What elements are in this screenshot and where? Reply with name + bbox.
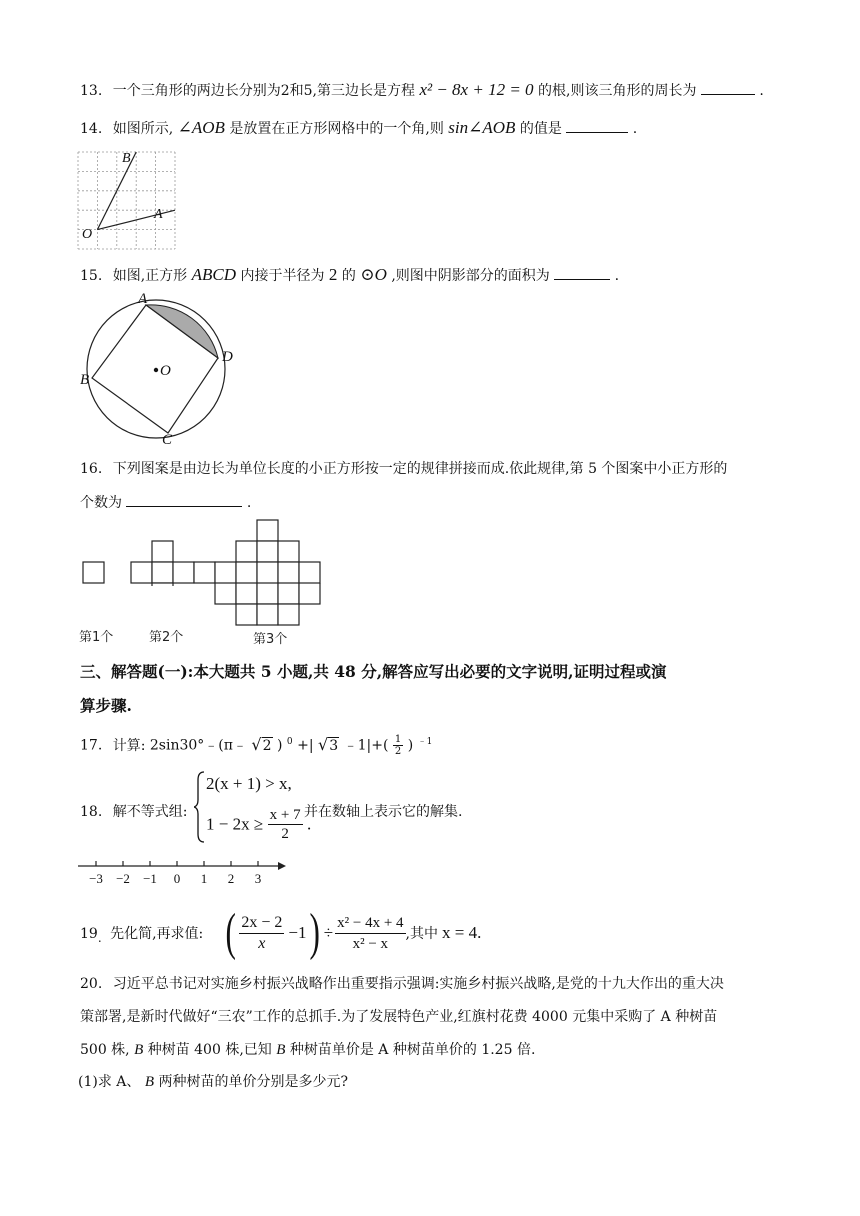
q19-expression <box>222 904 481 962</box>
q16-line2 <box>80 492 251 513</box>
q16-pattern-figure <box>78 516 328 586</box>
q14-text-b: 是放置在正方形网格中的一个角,则 <box>229 121 444 137</box>
q20-sub1-a: (1)求 A、 <box>78 1074 141 1090</box>
number-line <box>78 858 290 888</box>
q19-fraction-1: $\frac{2x - 2}{x}$ <box>241 913 283 952</box>
caption-pattern-2: 第2个 <box>149 630 184 645</box>
q18-number-label <box>80 802 187 822</box>
q19-label: 先化简,再求值: <box>110 926 204 942</box>
q20-sub1 <box>78 1072 348 1092</box>
center-dot <box>154 368 158 372</box>
q14-grid-figure <box>76 150 180 254</box>
q17-fraction: $\frac{1}{2}$ <box>394 734 402 758</box>
q17-expr-d: ﹣1|+( <box>343 737 389 754</box>
q17-sqrt2: √2 <box>251 734 272 754</box>
caption-pattern-1: 第1个 <box>79 630 114 645</box>
label-a: A <box>154 207 163 222</box>
q13-answer-blank[interactable] <box>701 80 755 95</box>
q15-circle-figure <box>76 290 246 446</box>
q14-text-c: 的值是 <box>519 121 562 137</box>
q19-paren-left: ( <box>225 904 236 961</box>
tick-0: 0 <box>173 871 181 886</box>
q15-end: . <box>614 268 620 284</box>
q18-label: 解不等式组: <box>112 804 188 820</box>
q16-line2-text: 个数为 <box>80 495 122 511</box>
q15-text-a: 如图,正方形 <box>112 268 188 284</box>
tick-3: 3 <box>254 871 262 886</box>
section3-heading-line2: 算步骤. <box>80 696 132 715</box>
q14-func: sin∠AOB <box>448 118 516 137</box>
q19-dot: . <box>97 930 102 945</box>
label-a: A <box>138 291 148 307</box>
section3-heading-line1: 三、解答题(一):本大题共 5 小题,共 48 分,解答应写出必要的文字说明,证明过程或演 <box>80 662 667 681</box>
q19-minus-1: −1 <box>288 923 307 942</box>
q20-line3-b: B <box>134 1042 144 1058</box>
label-o: O <box>160 363 171 379</box>
q15-radius: 2 <box>328 265 338 284</box>
q15-number: 15. <box>80 268 103 284</box>
q14-text-a: 如图所示, <box>112 121 174 137</box>
q17-label: 计算: <box>112 737 146 754</box>
q16-pattern-figure-bottom <box>78 583 328 629</box>
q18-tail: 并在数轴上表示它的解集. <box>304 804 463 820</box>
q20-line3-c: 种树苗 400 株,已知 <box>143 1042 272 1058</box>
q15-text-b: 内接于半径为 <box>240 268 325 284</box>
q20-line2: 策部署,是新时代做好“三农”工作的总抓手.为了发展特色产业,红旗村花费 4000 元集中采购了 A 种树苗 <box>80 1009 718 1025</box>
pattern-1-square <box>83 562 104 583</box>
q18-number: 18. <box>80 804 103 820</box>
number-line-arrow <box>278 862 286 870</box>
label-b: B <box>80 372 90 388</box>
caption-pattern-3: 第3个 <box>253 632 288 647</box>
q16-answer-blank[interactable] <box>126 492 242 507</box>
q17-exp-neg1: ﹣1 <box>417 737 433 747</box>
q17-exp0: 0 <box>286 737 293 747</box>
tick-neg1: −1 <box>143 871 157 886</box>
q17-sqrt3: √3 <box>318 734 339 754</box>
q15-text-d: ,则图中阴影部分的面积为 <box>391 268 550 284</box>
q20-number: 20. <box>80 976 103 992</box>
q16-number: 16. <box>80 461 103 477</box>
q17-expr-c: +| <box>297 737 314 754</box>
q18-ineq2-end: . <box>307 814 312 834</box>
q19-number-label <box>80 924 203 948</box>
q18-ineq2-fraction: $\frac{x + 7}{2}$ <box>269 807 301 842</box>
label-b: B <box>122 151 131 166</box>
q16-text: 下列图案是由边长为单位长度的小正方形按一定的规律拼接而成.依此规律,第 5 个图案中小正方形的 <box>112 461 728 477</box>
q17-expr-e: ) <box>407 737 414 754</box>
label-c: C <box>162 432 173 446</box>
q16-line1 <box>80 459 727 479</box>
q13-number: 13. <box>80 83 103 99</box>
q13-text-b: 的根,则该三角形的周长为 <box>538 83 697 99</box>
q17-expr-a: 2sin30°﹣(π﹣ <box>149 737 247 754</box>
q19-number: 19 <box>80 926 98 942</box>
q20-sub1-b: B <box>144 1074 155 1090</box>
q13-text-a: 一个三角形的两边长分别为2和5,第三边长是方程 <box>112 83 415 99</box>
q19-tail: ,其中 <box>405 926 438 942</box>
q19-condition: x = 4. <box>442 923 482 942</box>
q15-text-c: 的 <box>341 268 356 284</box>
q17 <box>80 732 432 757</box>
q17-number: 17. <box>80 737 103 754</box>
q20-line3 <box>80 1040 535 1060</box>
tick-neg2: −2 <box>116 871 130 886</box>
pattern-3 <box>215 520 320 583</box>
q13 <box>80 80 764 101</box>
q19-fraction-2: $\frac{\text{x² − 4x + 4}}{\text{x² − x}}$ <box>337 914 404 952</box>
q14-end: . <box>632 121 638 137</box>
q14-number: 14. <box>80 121 103 137</box>
label-d: D <box>222 349 233 365</box>
q20-line3-a: 500 株, <box>80 1042 130 1058</box>
q15-circle: ⊙O <box>360 265 387 284</box>
q18-inequality-1: 2(x + 1) > x, <box>206 774 292 793</box>
q18-inequality-2 <box>206 806 311 843</box>
q19-divide: ÷ <box>323 923 334 942</box>
q17-expr-b: ) <box>277 737 283 754</box>
q20-line3-e: 种树苗单价是 A 种树苗单价的 1.25 倍. <box>285 1042 536 1058</box>
q19-paren-right: ) <box>309 904 321 961</box>
tick-1: 1 <box>200 871 208 886</box>
q13-equation: x² − 8x + 12 = 0 <box>419 80 534 99</box>
q15-answer-blank[interactable] <box>554 265 610 280</box>
q14-answer-blank[interactable] <box>566 118 628 133</box>
q13-end: . <box>759 83 764 99</box>
q18-ineq2-left: 1 − 2x ≥ <box>206 814 264 834</box>
q20-line1 <box>80 974 724 994</box>
tick-2: 2 <box>227 871 235 886</box>
tick-neg3: −3 <box>89 871 103 886</box>
q14 <box>80 118 637 139</box>
q14-angle: ∠AOB <box>177 118 225 137</box>
label-o: O <box>82 227 93 242</box>
q15 <box>80 265 619 286</box>
q18-brace <box>194 770 206 844</box>
q20-text-line1: 习近平总书记对实施乡村振兴战略作出重要指示强调:实施乡村振兴战略,是党的十九大作出的重大决 <box>112 976 724 992</box>
q20-line3-d: B <box>276 1042 286 1058</box>
pattern-2 <box>131 541 215 586</box>
q20-sub1-c: 两种树苗的单价分别是多少元? <box>154 1074 348 1090</box>
q15-square: ABCD <box>191 265 237 284</box>
q16-end: . <box>246 495 252 511</box>
